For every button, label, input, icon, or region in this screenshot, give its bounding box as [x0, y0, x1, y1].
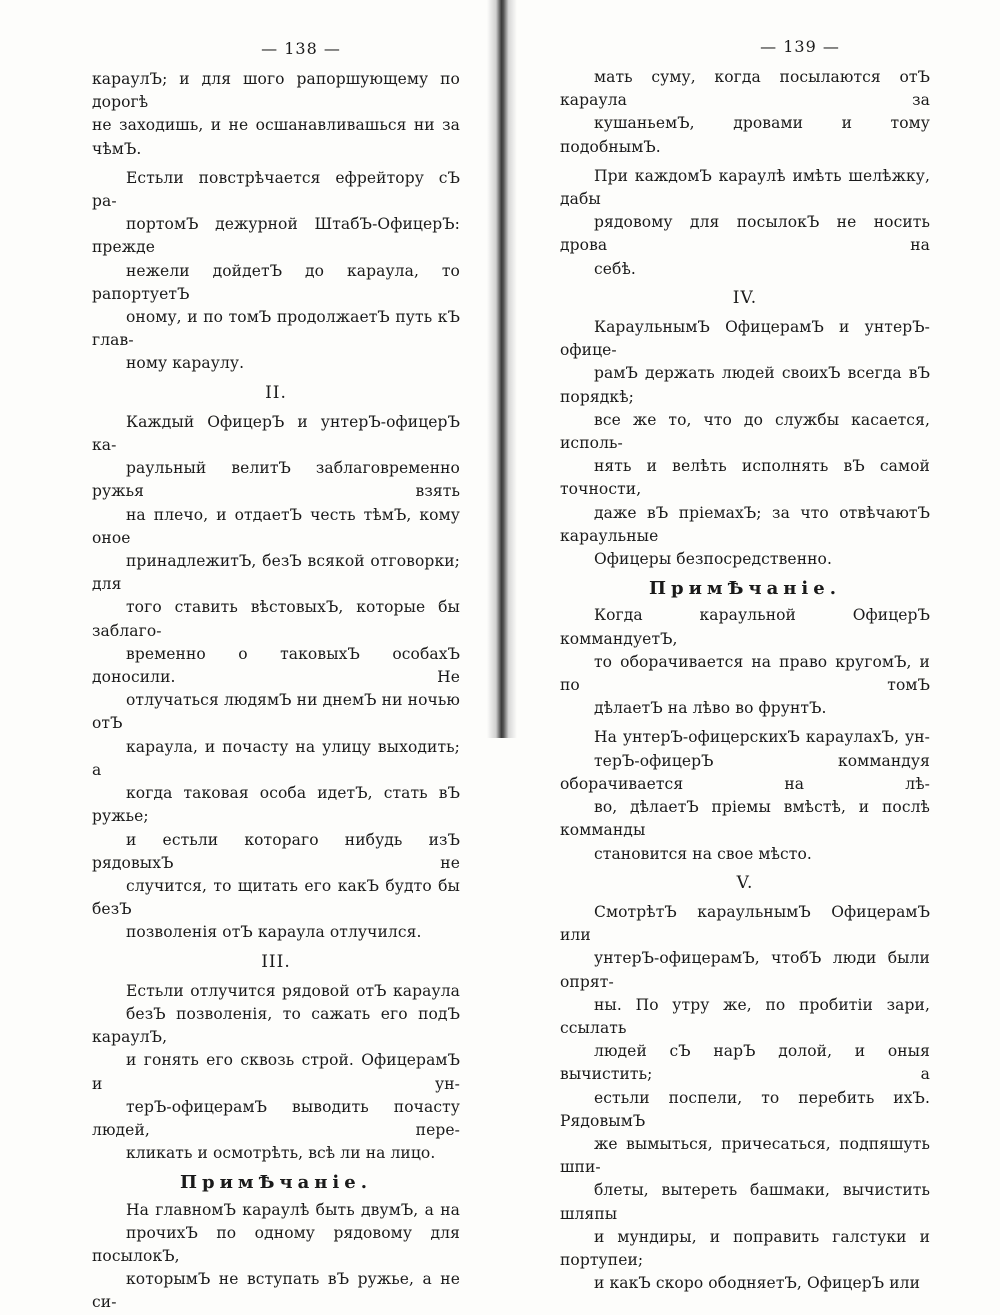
section-number: V. — [736, 872, 754, 893]
section-number: III. — [261, 951, 291, 972]
text-line: оному, и по томЪ продолжаетЪ путь кЪ глав- — [92, 308, 460, 350]
paragraph — [92, 411, 460, 945]
paragraph — [560, 726, 930, 865]
text-line: же вымыться, причесаться, подпяшуть шпи- — [560, 1134, 930, 1177]
page-number-right: — 139 — — [760, 37, 840, 56]
paragraph — [560, 165, 930, 281]
text-line: ному караулу. — [126, 354, 245, 373]
note-heading: ПримѢчаніе. — [649, 578, 841, 600]
left-text-column — [92, 68, 460, 1315]
text-line: КараульнымЪ ОфицерамЪ и унтерЪ-офице- — [560, 318, 930, 360]
text-line: себѣ. — [594, 259, 636, 278]
text-line: не заходишь, и не осшанавливашься ни за чѣмЪ. — [92, 116, 460, 158]
text-line: мать суму, когда посылаются отЪ караула за — [560, 68, 930, 110]
text-line: и гонять его сквозь строй. ОфицерамЪ и ун- — [92, 1051, 460, 1093]
text-line: отлучаться людямЪ ни днемЪ ни ночью отЪ — [92, 691, 460, 733]
text-line: кликать и осмотрѣть, всѣ ли на лицо. — [126, 1144, 436, 1163]
paragraph — [560, 66, 930, 159]
text-line: рамЪ держать людей своихЪ всегда вЪ порядкѣ; — [560, 364, 930, 406]
text-line: На главномЪ караулѣ быть двумЪ, а на — [126, 1200, 460, 1219]
right-text-column — [560, 66, 930, 1295]
text-line: и естьли котораго нибудь изЪ рядовыхЪ не — [92, 830, 460, 872]
text-line: нять и велѣть исполнять вЪ самой точности, — [560, 457, 930, 499]
text-line: Естьли отлучится рядовой отЪ караула — [126, 981, 460, 1000]
text-line: того ставить вѣстовыхЪ, которые бы заблаго- — [92, 598, 460, 640]
right-page — [500, 0, 1000, 1293]
text-line: безЪ позволенія, то сажать его подЪ караулЪ, — [92, 1004, 460, 1047]
text-line: которымЪ не вступать вЪ ружье, а не си- — [92, 1270, 460, 1312]
text-line: дѣлаетЪ на лѣво во фрунтЪ. — [594, 699, 827, 718]
text-line: ны. По утру же, по пробитіи зари, ссылать — [560, 995, 930, 1037]
text-line: Когда караульной ОфицерЪ коммандуетЪ, — [560, 606, 930, 648]
text-line: и какЪ скоро ободняетЪ, ОфицерЪ или — [594, 1274, 921, 1293]
note-heading: ПримѢчаніе. — [180, 1172, 372, 1194]
text-line: принадлежитЪ, безЪ всякой отговорки; для — [92, 552, 460, 594]
text-line: караулЪ; и для шого рапоршующему по дорогѣ — [92, 70, 460, 112]
text-line: терЪ-офицерамЪ выводить почасту людей, пере- — [92, 1097, 460, 1139]
section-number: IV. — [732, 287, 758, 308]
page-number-left: — 138 — — [261, 39, 341, 58]
text-line: Каждый ОфицерЪ и унтерЪ-офицерЪ ка- — [92, 412, 460, 455]
section-number: II. — [265, 382, 287, 403]
text-line: позволенія отЪ караула отлучился. — [126, 923, 422, 942]
left-page — [0, 0, 500, 1312]
text-line: на плечо, и отдаетЪ честь тѣмЪ, кому оное — [92, 505, 460, 547]
paragraph — [560, 604, 930, 720]
text-line: нежели дойдетЪ до караула, то рапортуетЪ — [92, 261, 460, 303]
text-line: то оборачивается на право кругомЪ, и по томЪ — [560, 652, 930, 695]
paragraph — [92, 980, 460, 1166]
text-line: даже вЪ пріемахЪ; за что отвѣчаютЪ караульные — [560, 503, 930, 545]
text-line: все же то, что до службы касается, исполь- — [560, 410, 930, 453]
paragraph — [560, 316, 930, 571]
text-line: При каждомЪ караулѣ имѣть шелѣжку, дабы — [560, 166, 930, 209]
paragraph — [92, 1199, 460, 1315]
paragraph — [92, 68, 460, 161]
text-line: людей сЪ нарЪ долой, и оныя вычистить; а — [560, 1042, 930, 1084]
text-line: прочихЪ по одному рядовому для посылокЪ, — [92, 1223, 460, 1265]
paragraph — [560, 901, 930, 1295]
text-line: терЪ-офицерЪ коммандуя оборачивается на лѣ- — [560, 751, 930, 793]
text-line: караула, и почасту на улицу выходить; а — [92, 737, 460, 779]
text-line: и мундиры, и поправить галстуки и портупеи; — [560, 1227, 930, 1269]
text-line: естьли поспели, то перебить ихЪ. РядовымЪ — [560, 1088, 930, 1130]
paragraph — [92, 167, 460, 376]
text-line: портомЪ дежурной ШтабЪ-ОфицерЪ: прежде — [92, 215, 460, 257]
text-line: случится, то щитать его какЪ будто бы безЪ — [92, 876, 460, 919]
text-line: Естьли повстрѣчается ефрейтору сЪ ра- — [92, 168, 460, 211]
text-line: кушаньемЪ, дровами и тому подобнымЪ. — [560, 114, 930, 156]
text-line: блеты, вытереть башмаки, вычистить шляпы — [560, 1181, 930, 1223]
text-line: унтерЪ-офицерамЪ, чтобЪ люди были опрят- — [560, 949, 930, 991]
text-line: СмотрѣтЪ караульнымЪ ОфицерамЪ или — [560, 902, 930, 945]
text-line: становится на свое мѣсто. — [594, 844, 812, 863]
text-line: На унтерЪ-офицерскихЪ караулахЪ, ун- — [594, 728, 930, 747]
text-line: Офицеры безпосредственно. — [594, 550, 833, 569]
text-line: временно о таковыхЪ особахЪ доносили. Не — [92, 644, 460, 687]
text-line: во, дѣлаетЪ пріемы вмѣстѣ, и послѣ комманды — [560, 798, 930, 840]
text-line: раульный велитЪ заблаговременно ружья взять — [92, 459, 460, 501]
text-line: рядовому для посылокЪ не носить дрова на — [560, 213, 930, 255]
text-line: когда таковая особа идетЪ, стать вЪ ружье; — [92, 784, 460, 826]
